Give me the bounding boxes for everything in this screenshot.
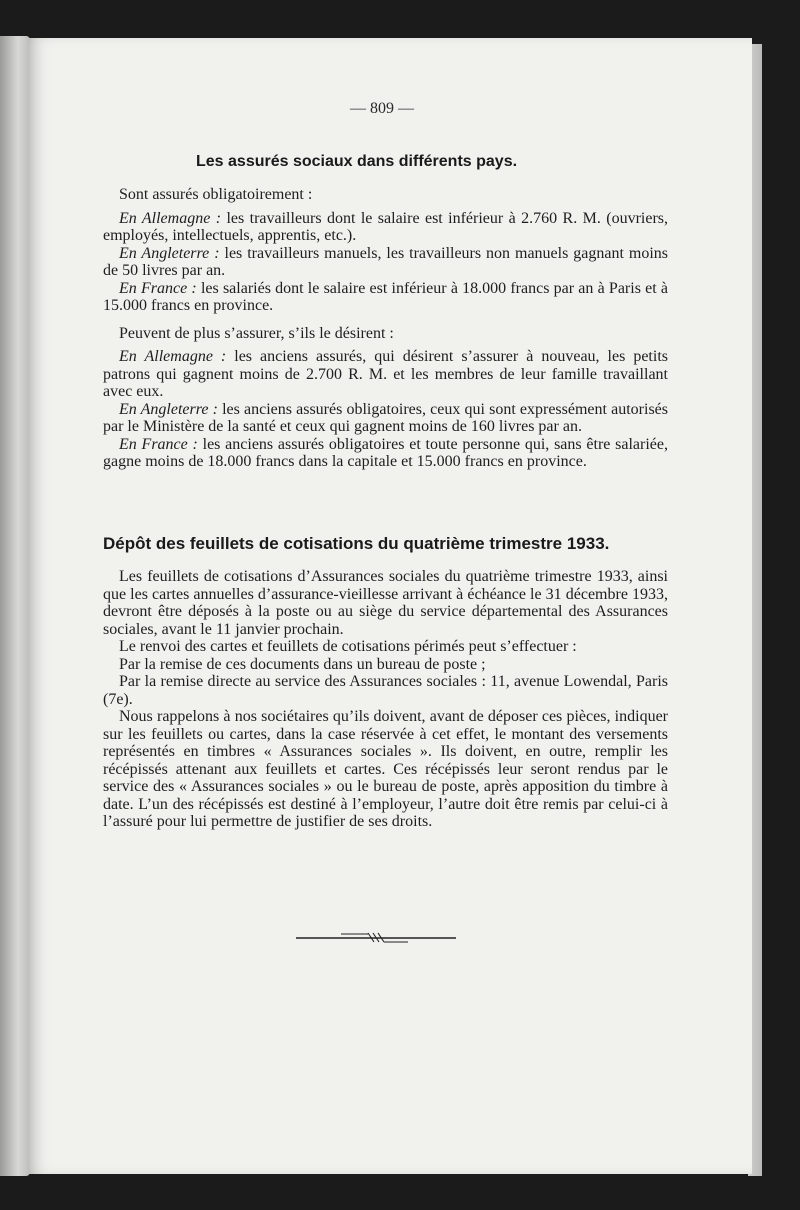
paragraph-text: les salariés dont le salaire est inférieur à 18.000 francs par an à Paris et à 15.000 francs en province. <box>103 279 669 314</box>
paragraph-allemagne-2 <box>103 348 668 401</box>
country-label: En Angleterre : <box>119 244 220 262</box>
paragraph-depot-2: Le renvoi des cartes et feuillets de cotisations périmés peut s’effectuer : <box>119 638 577 655</box>
paragraph-angleterre-1 <box>103 245 668 280</box>
country-label: En Allemagne : <box>119 348 227 365</box>
country-label: En France : <box>119 279 197 297</box>
country-label: En France : <box>119 435 198 453</box>
country-label: En Allemagne : <box>119 209 222 227</box>
section-title-assures: Les assurés sociaux dans différents pays. <box>196 153 518 170</box>
section-title-depot: Dépôt des feuillets de cotisations du quatrième trimestre 1933. <box>103 534 610 553</box>
paragraph-text: les travailleurs manuels, les travailleurs non manuels gagnant moins de 50 livres par an. <box>103 244 669 279</box>
paragraph-allemagne-1 <box>103 210 668 245</box>
paragraph-text: les anciens assurés obligatoires, ceux qui sont expressément autorisés par le Ministère de la santé et ceux qui gagnent moins de 160 livres par an. <box>103 400 669 435</box>
facing-page-edge <box>0 36 30 1176</box>
section-depot-body <box>103 568 668 831</box>
intro-paragraph: Sont assurés obligatoirement : <box>119 186 313 203</box>
paragraph-depot-4: Par la remise directe au service des Assurances sociales : 11, avenue Lowendal, Paris (7e). <box>103 673 668 708</box>
paragraph-france-1 <box>103 280 668 315</box>
paragraph-text: les anciens assurés obligatoires et toute personne qui, sans être salariée, gagne moins de 18.000 francs dans la capitale et 15.000 francs en province. <box>103 435 668 470</box>
paragraph-depot-1: Les feuillets de cotisations d’Assurances sociales du quatrième trimestre 1933, ainsi que les cartes annuelles d’assurance-vieillesse arrivant à échéance le 31 décembre 1933, devront être déposés à la poste ou au siège du service départemental des Assurances sociales, avant le 11 janvier prochain. <box>103 568 668 638</box>
paragraph-text: les travailleurs dont le salaire est inférieur à 2.760 R. M. (ouvriers, employés, intellectuels, apprentis, etc.). <box>103 209 669 244</box>
intro-paragraph-2: Peuvent de plus s’assurer, s’ils le désirent : <box>119 324 394 342</box>
ornament-divider <box>296 930 456 944</box>
document-page <box>28 38 752 1174</box>
section-assures-body <box>103 186 668 471</box>
page-number: — 809 — <box>350 100 414 117</box>
paragraph-depot-5: Nous rappelons à nos sociétaires qu’ils doivent, avant de déposer ces pièces, indiquer sur les feuillets ou cartes, dans la case réservée à cet effet, le montant des versements représentés en timbres « Assurances sociales ». Ils doivent, en outre, remplir les récépissés attenant aux feuillets et cartes. Ces récépissés leur seront rendus par le service des « Assurances sociales » ou le bureau de poste, après apposition du timbre à date. L’un des récépissés est destiné à l’employeur, l’autre doit être remis par celui-ci à l’assuré pour lui permettre de justifier de ses droits. <box>103 708 668 830</box>
paragraph-france-2 <box>103 436 668 471</box>
country-label: En Angleterre : <box>119 400 218 418</box>
paragraph-angleterre-2 <box>103 401 668 436</box>
paragraph-text: les anciens assurés, qui désirent s’assurer à nouveau, les petits patrons qui gagnent moins de 2.700 R. M. et les membres de leur famille travaillant avec eux. <box>103 348 668 400</box>
paragraph-depot-3: Par la remise de ces documents dans un bureau de poste ; <box>119 655 486 673</box>
